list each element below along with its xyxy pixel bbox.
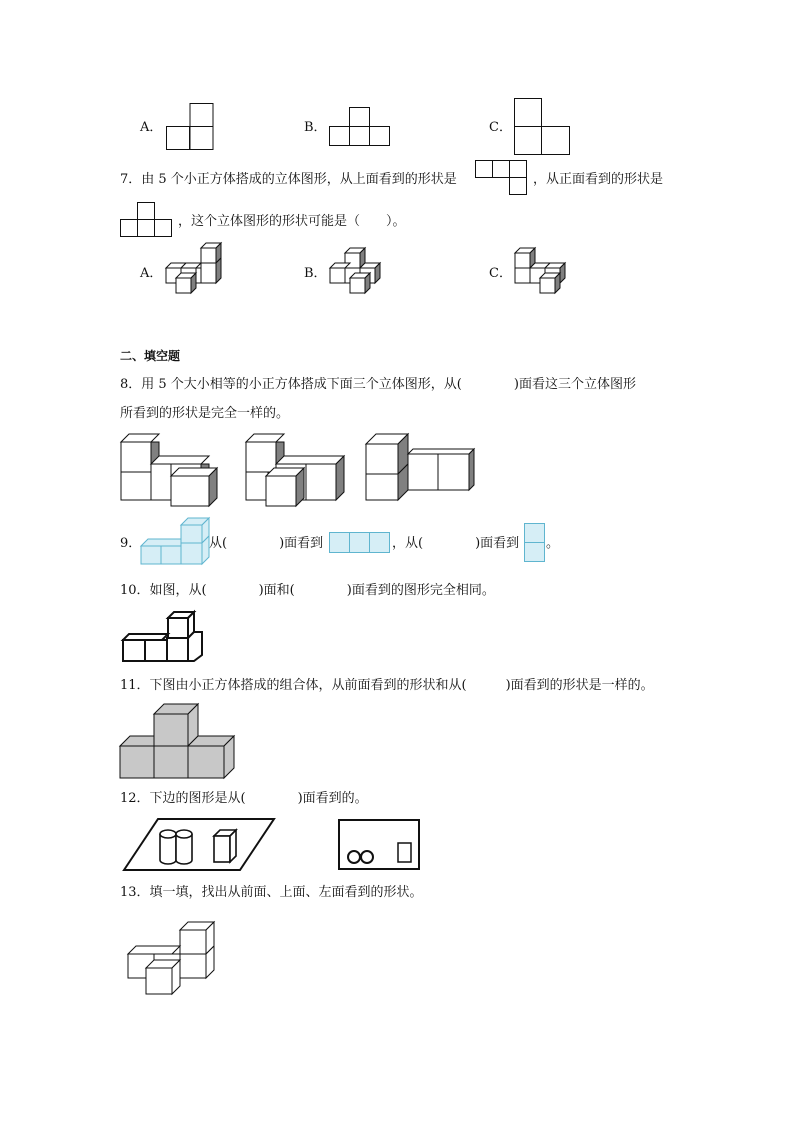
q8-figure-1 <box>121 434 223 510</box>
q6-option-a-label: A． <box>140 120 163 135</box>
q7-top-view-figure <box>475 160 531 198</box>
q8-text-line2: 所看到的形状是完全一样的。 <box>120 406 290 421</box>
q11-text: 11．下图由小正方体搭成的组合体，从前面看到的形状和从( )面看到的形状是一样的。 <box>120 678 654 693</box>
q6-option-c-figure <box>514 98 572 158</box>
q7-option-b-label: B． <box>304 266 327 281</box>
section-title: 二、填空题 <box>120 349 181 363</box>
q13-text: 13．填一填，找出从前面、上面、左面看到的形状。 <box>120 885 423 900</box>
q12-scene-figure <box>122 816 276 872</box>
q8-figure-3 <box>366 434 476 504</box>
q8-text-line1: 8．用 5 个大小相等的小正方体搭成下面三个立体图形，从( )面看这三个立体图形 <box>120 377 636 392</box>
q6-option-a-figure <box>166 103 216 151</box>
q6-option-c-label: C． <box>489 120 512 135</box>
q9-text-part2: ，从( )面看到 <box>392 536 520 551</box>
q10-text: 10．如图，从( )面和( )面看到的图形完全相同。 <box>120 583 495 598</box>
q7-option-c-label: C． <box>489 266 512 281</box>
q9-text-part3: 。 <box>546 536 560 551</box>
q11-figure <box>120 700 238 782</box>
q7-front-view-figure <box>120 202 176 238</box>
q7-option-a-figure <box>165 246 227 298</box>
q7-text-line1-part1: 7．由 5 个小正方体搭成的立体图形，从上面看到的形状是 <box>120 172 457 187</box>
q7-option-c-figure <box>514 246 576 298</box>
q9-view-figure-1 <box>329 532 391 554</box>
q9-view-figure-2 <box>524 523 546 563</box>
q6-option-b-figure <box>329 107 391 149</box>
q12-view-figure <box>338 819 422 871</box>
q10-figure <box>122 610 206 664</box>
q9-number: 9． <box>120 536 142 551</box>
q9-text-part1: 从( )面看到 <box>209 536 324 551</box>
q12-text: 12．下边的图形是从( )面看到的。 <box>120 791 368 806</box>
q6-option-b-label: B． <box>304 120 327 135</box>
q7-text-line1-part2: ，从正面看到的形状是 <box>533 172 664 187</box>
q9-cube-figure <box>141 518 211 566</box>
q7-option-a-label: A． <box>140 266 163 281</box>
q8-figure-2 <box>246 434 348 510</box>
q13-figure <box>128 922 218 996</box>
q7-text-line2: ，这个立体图形的形状可能是（ ）。 <box>178 214 406 229</box>
q7-option-b-figure <box>329 246 391 298</box>
